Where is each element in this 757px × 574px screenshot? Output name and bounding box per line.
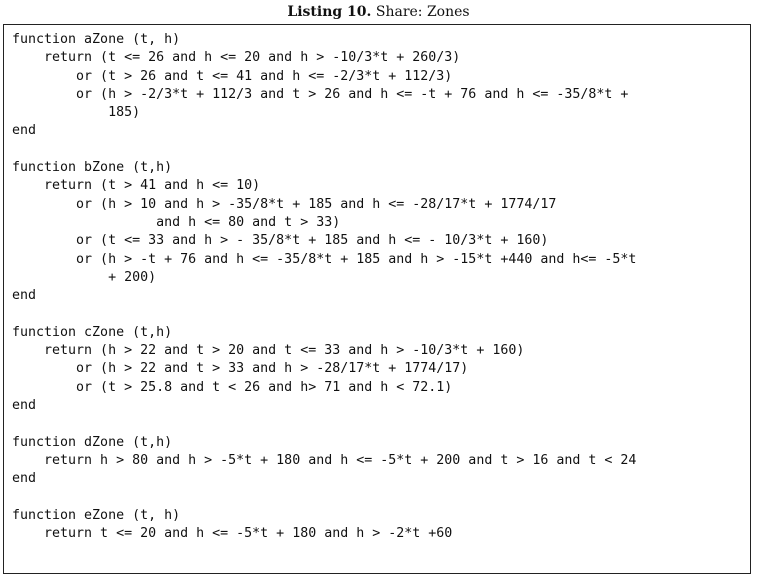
code-line: return (t <= 26 and h <= 20 and h > -10/3*t + 260/3) (12, 50, 461, 66)
code-line: function bZone (t,h) (12, 160, 173, 176)
listing-label: Listing 10. (287, 4, 372, 20)
code-line: or (h > -2/3*t + 112/3 and t > 26 and h <= -t + 76 and h <= -35/8*t + (12, 86, 629, 102)
code-line: end (12, 471, 37, 487)
code-line: end (12, 123, 37, 139)
code-line: return (h > 22 and t > 20 and t <= 33 and h > -10/3*t + 160) (12, 343, 525, 359)
code-line: or (h > 22 and t > 33 and h > -28/17*t + 1774/17) (12, 361, 469, 377)
code-line: or (h > 10 and h > -35/8*t + 185 and h <= -28/17*t + 1774/17 (12, 196, 557, 212)
code-line: or (t > 26 and t <= 41 and h <= -2/3*t + 112/3) (12, 68, 453, 84)
code-line (12, 415, 750, 433)
code-line: return t <= 20 and h <= -5*t + 180 and h > -2*t +60 (12, 526, 453, 542)
code-line: function cZone (t,h) (12, 324, 173, 340)
code-line: + 200) (12, 269, 157, 285)
code-line: function dZone (t,h) (12, 434, 173, 450)
listing-title: Share: Zones (375, 4, 470, 20)
code-line: function aZone (t, h) (12, 32, 181, 47)
code-line: or (t > 25.8 and t < 26 and h> 71 and h < 72.1) (12, 379, 453, 395)
code-line (12, 488, 750, 506)
code-line: or (h > -t + 76 and h <= -35/8*t + 185 and h > -15*t +440 and h<= -5*t (12, 251, 637, 267)
code-line: and h <= 80 and t > 33) (12, 214, 341, 230)
code-line: end (12, 397, 37, 413)
code-block (4, 25, 750, 543)
code-listing (3, 24, 751, 574)
code-line: end (12, 288, 37, 304)
code-line (12, 305, 750, 323)
code-line: or (t <= 33 and h > - 35/8*t + 185 and h <= - 10/3*t + 160) (12, 233, 549, 249)
code-line: 185) (12, 105, 141, 121)
code-line (12, 141, 750, 159)
listing-caption (0, 2, 757, 22)
code-line: return h > 80 and h > -5*t + 180 and h <= -5*t + 200 and t > 16 and t < 24 (12, 452, 637, 468)
code-line: function eZone (t, h) (12, 507, 181, 523)
code-line: return (t > 41 and h <= 10) (12, 178, 261, 194)
